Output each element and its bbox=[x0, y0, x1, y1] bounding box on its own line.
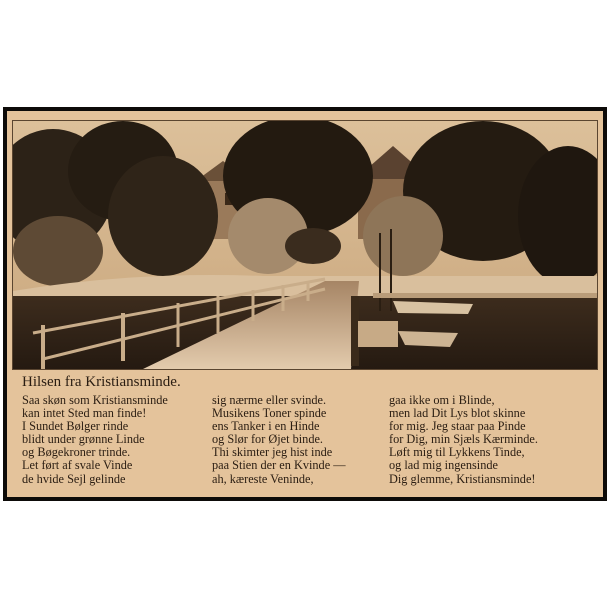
poem-line: de hvide Sejl gelinde bbox=[22, 471, 126, 486]
poem-line: Let ført af svale Vinde bbox=[22, 458, 133, 473]
poem-line: for Dig, min Sjæls Kærminde. bbox=[389, 432, 538, 447]
poem-line: og Slør for Øjet binde. bbox=[212, 432, 323, 447]
poem-line: blidt under grønne Linde bbox=[22, 432, 145, 447]
poem-stanza-2 bbox=[212, 394, 346, 486]
poem-line: paa Stien der en Kvinde — bbox=[212, 458, 346, 473]
poem-line: I Sundet Bølger rinde bbox=[22, 419, 129, 434]
photo-pier-and-lake bbox=[12, 120, 598, 370]
poem-stanza-1 bbox=[22, 394, 168, 486]
poem-line: Dig glemme, Kristiansminde! bbox=[389, 471, 536, 486]
poem-line: men lad Dit Lys blot skinne bbox=[389, 406, 526, 421]
photo-illustration bbox=[13, 121, 597, 369]
poem-line: sig nærme eller svinde. bbox=[212, 393, 327, 407]
poem-line: gaa ikke om i Blinde, bbox=[389, 393, 495, 407]
poem-line: Løft mig til Lykkens Tinde, bbox=[389, 445, 525, 460]
postcard bbox=[3, 107, 607, 501]
poem-line: Musikens Toner spinde bbox=[212, 406, 327, 421]
poem-line: og Bøgekroner trinde. bbox=[22, 445, 131, 460]
poem-line: og lad mig ingensinde bbox=[389, 458, 498, 473]
poem-line: Thi skimter jeg hist inde bbox=[212, 445, 333, 460]
poem-line: ens Tanker i en Hinde bbox=[212, 419, 320, 434]
poem-stanza-3 bbox=[389, 394, 538, 486]
poem-line: kan intet Sted man finde! bbox=[22, 406, 147, 421]
card-title: Hilsen fra Kristiansminde. bbox=[22, 374, 181, 390]
poem-line: ah, kæreste Veninde, bbox=[212, 471, 314, 486]
postcard-face bbox=[7, 111, 603, 497]
far-bank bbox=[373, 293, 597, 298]
poem-line: Saa skøn som Kristiansminde bbox=[22, 393, 168, 407]
poem-line: for mig. Jeg staar paa Pinde bbox=[389, 419, 526, 434]
